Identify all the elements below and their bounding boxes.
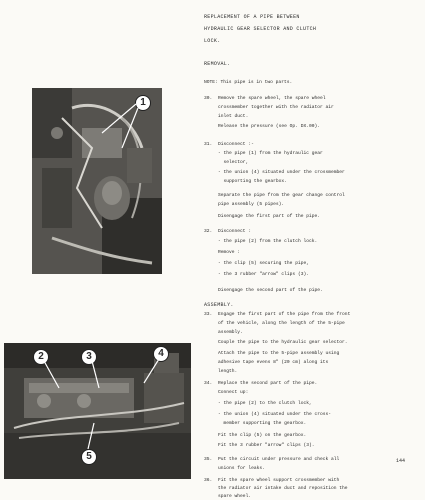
step31-b1-b: selector,: [218, 160, 249, 165]
callout-label: 5: [86, 451, 92, 462]
step34-num: 34.: [204, 381, 213, 386]
step34-fit1: Fit the clip (5) on the gearbox.: [218, 433, 307, 438]
engine-photo-top: [32, 88, 162, 274]
step31-sep-b: pipe assembly (5 pipes).: [218, 202, 285, 207]
step32-dis: Disengage the second part of the pipe.: [218, 288, 323, 293]
step34-conn: Connect up:: [218, 390, 249, 395]
step31-b2-b: supporting the gearbox.: [218, 179, 287, 184]
step33-line2: of the vehicle, along the length of the 5-pipe: [218, 321, 345, 326]
assembly-heading: ASSEMBLY.: [204, 302, 234, 308]
engine-photo-bottom: [4, 343, 191, 479]
title-line-3: LOCK.: [204, 38, 221, 44]
step33-attach-3: length.: [218, 369, 238, 374]
step33-num: 33.: [204, 312, 213, 317]
callout-label: 1: [140, 97, 146, 108]
step32-lead: Disconnect :: [218, 229, 252, 234]
step32-r2: - the 3 rubber "arrow" clips (3).: [218, 272, 309, 277]
step33-attach-1: Attach the pipe to the 5-pipe assembly using: [218, 351, 340, 356]
callout-label: 2: [38, 351, 44, 362]
step34-fit2: Fit the 3 rubber "arrow" clips (3).: [218, 443, 315, 448]
step36-line1: Fit the spare wheel support crossmember with: [218, 478, 340, 483]
step31-b2-a: - the union (4) situated under the crossmember: [218, 170, 345, 175]
step30-line3: inlet duct.: [218, 114, 249, 119]
title-line-2: HYDRAULIC GEAR SELECTOR AND CLUTCH: [204, 26, 317, 32]
step32-b1: - the pipe (2) from the clutch lock.: [218, 239, 318, 244]
step36-line2: the radiator air intake duct and reposition the: [218, 486, 348, 491]
step31-dis: Disengage the first part of the pipe.: [218, 214, 320, 219]
step30-sub: Release the pressure (see Op. DX.00).: [218, 124, 320, 129]
step33-line3: assembly.: [218, 330, 243, 335]
callout-label: 3: [86, 351, 92, 362]
step35-line2: unions for leaks.: [218, 466, 265, 471]
step35-line1: Put the circuit under pressure and check all: [218, 457, 340, 462]
step34-b2-a: - the union (4) situated under the cross-: [218, 412, 332, 417]
step31-sep-a: Separate the pipe from the gear change control: [218, 193, 345, 198]
step34-b1: - the pipe (2) to the clutch lock,: [218, 401, 312, 406]
step30-line1: Remove the spare wheel, the spare wheel: [218, 96, 326, 101]
step30-num: 30.: [204, 96, 213, 101]
step34-lead: Replace the second part of the pipe.: [218, 381, 318, 386]
step33-couple: Couple the pipe to the hydraulic gear selector.: [218, 340, 348, 345]
step31-lead: Disconnect :-: [218, 142, 254, 147]
step36-num: 36.: [204, 478, 213, 483]
step30-line2: crossmember together with the radiator air: [218, 105, 334, 110]
page-number: 144: [396, 458, 406, 464]
step35-num: 35.: [204, 457, 213, 462]
title-line-1: REPLACEMENT OF A PIPE BETWEEN: [204, 14, 300, 20]
step32-remove: Remove :: [218, 250, 241, 255]
removal-heading: REMOVAL.: [204, 61, 231, 67]
step33-attach-2: adhesive tape evens 8" (20 cm) along its: [218, 360, 329, 365]
step32-num: 32.: [204, 229, 213, 234]
step33-line1: Engage the first part of the pipe from the front: [218, 312, 351, 317]
step31-b1-a: - the pipe (1) from the hydraulic gear: [218, 151, 323, 156]
callout-label: 4: [158, 348, 164, 359]
note: NOTE: This pipe is in two parts.: [204, 80, 293, 85]
step32-r1: - the clip (5) securing the pipe,: [218, 261, 309, 266]
step36-line3: spare wheel.: [218, 494, 252, 499]
step31-num: 31.: [204, 142, 213, 147]
step34-b2-b: member supporting the gearbox.: [218, 421, 307, 426]
